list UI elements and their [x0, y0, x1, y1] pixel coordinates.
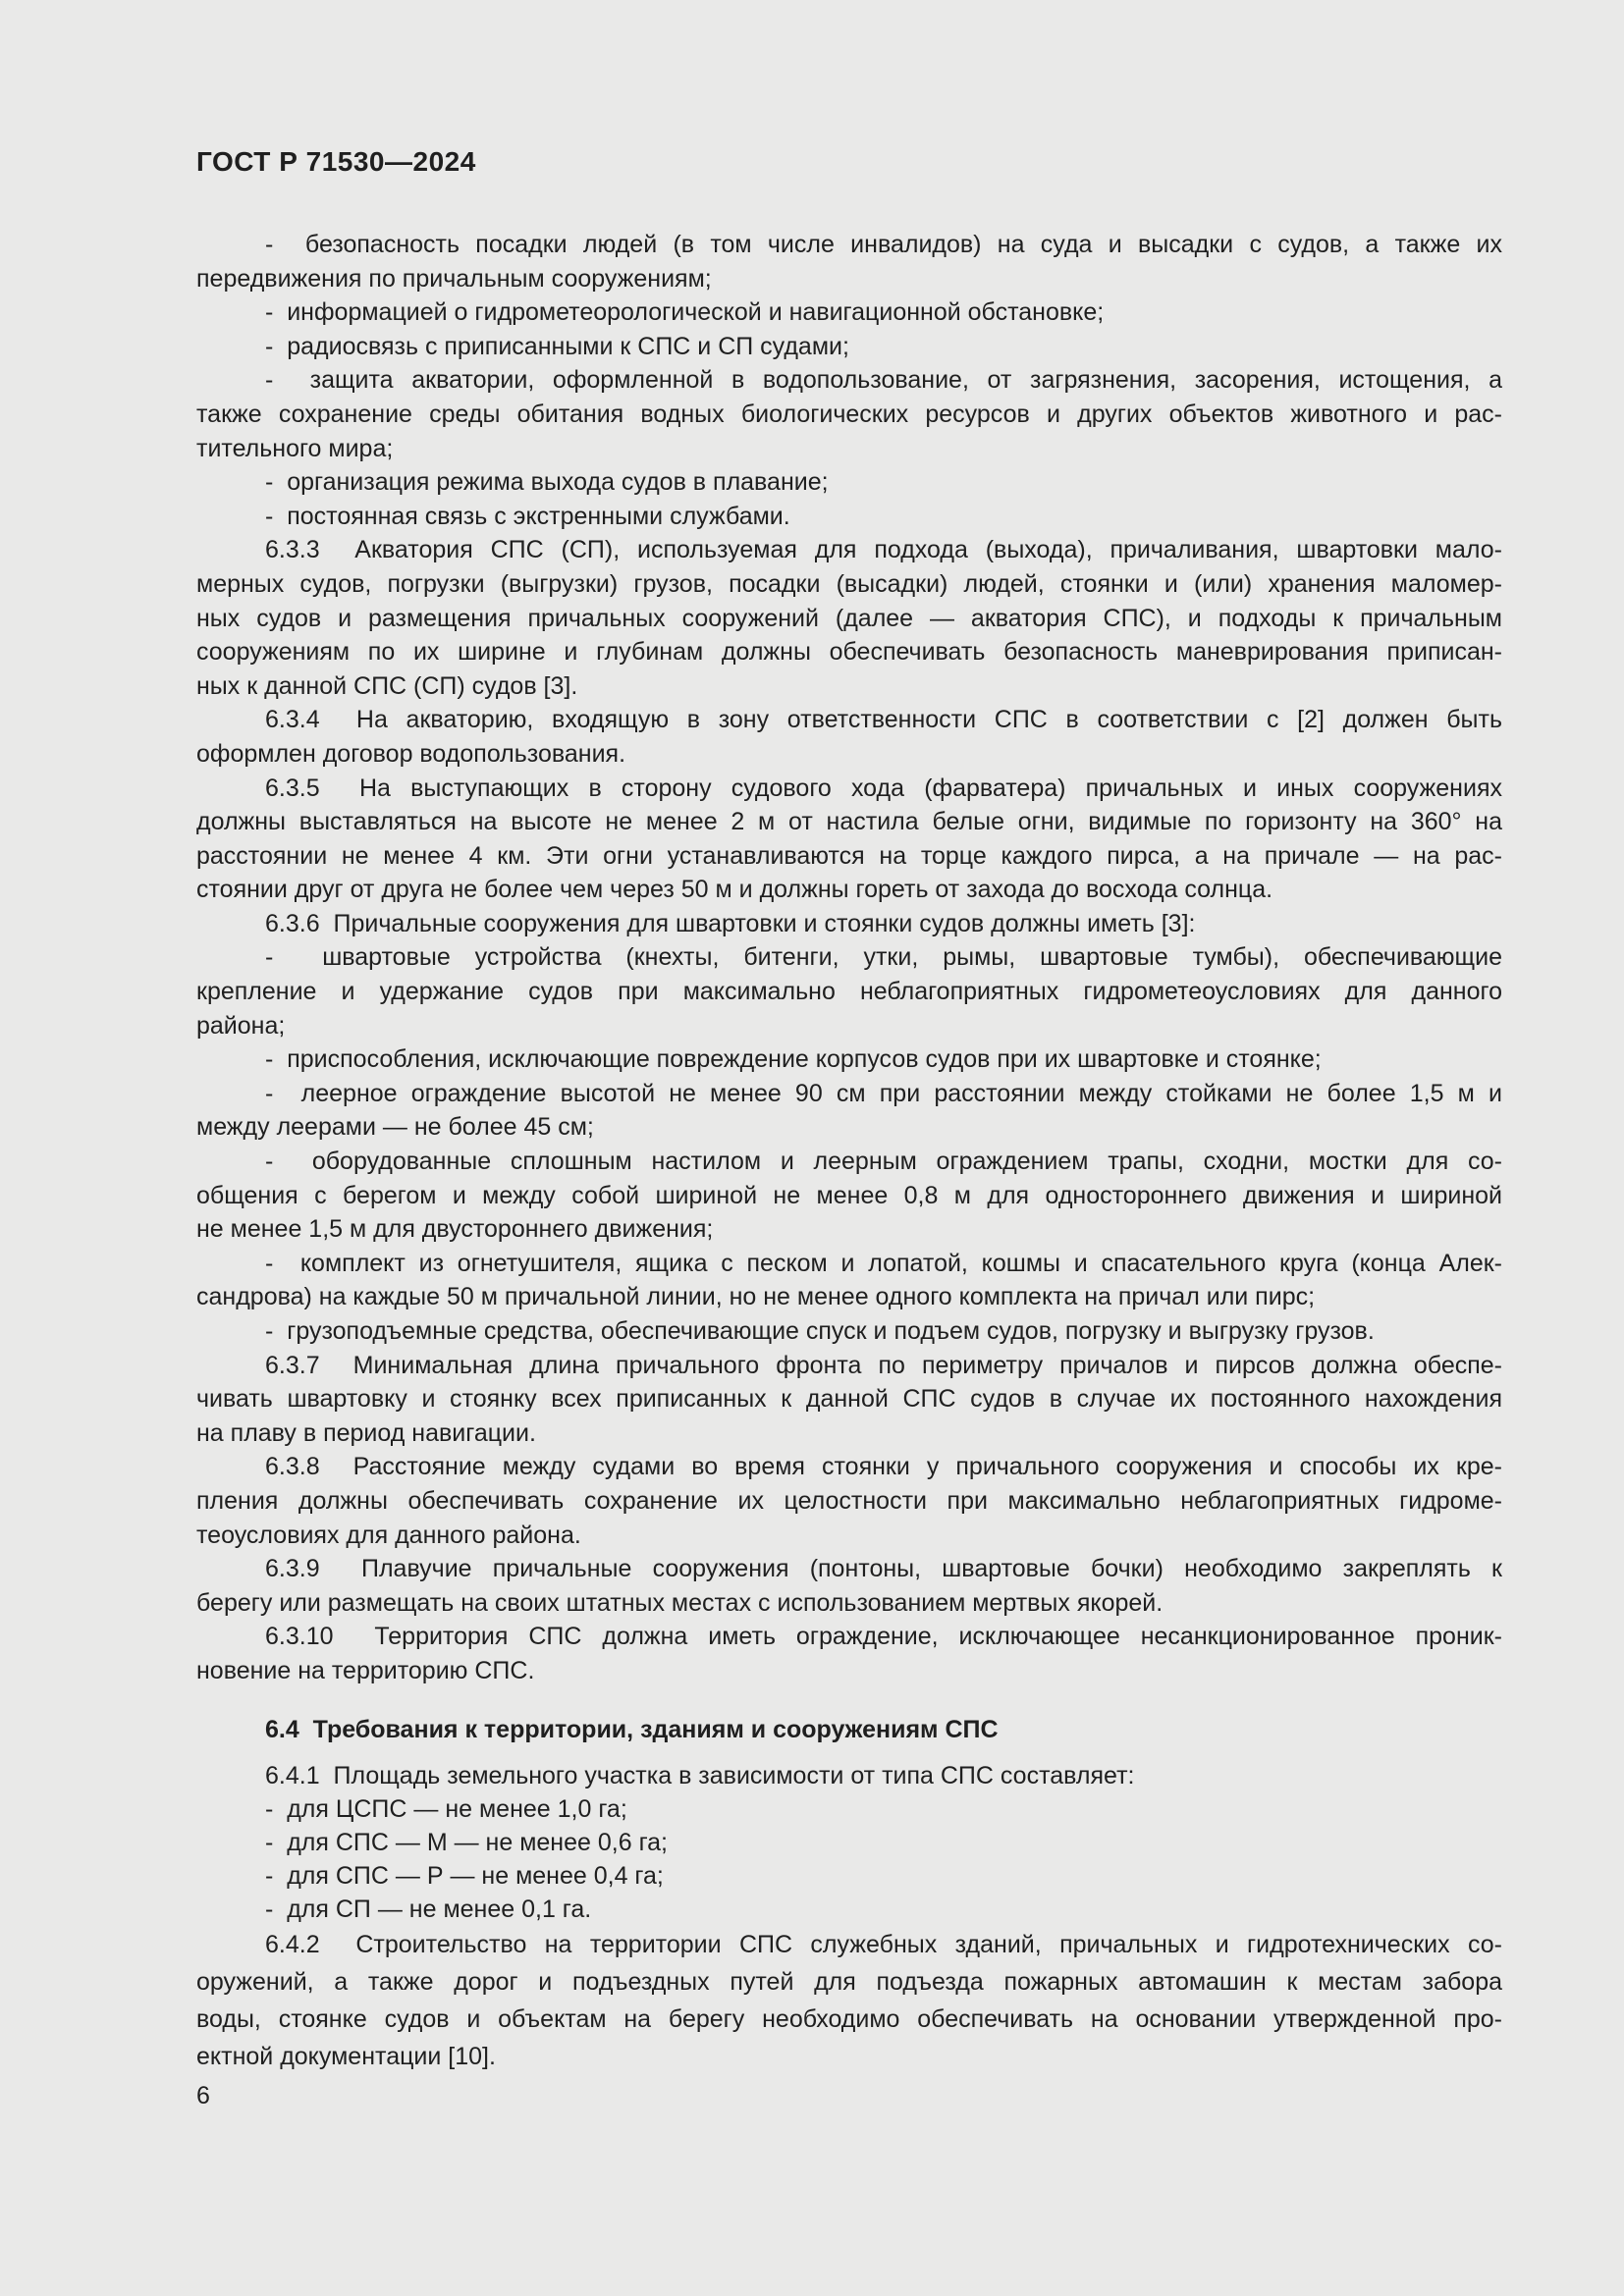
text-line: - леерное ограждение высотой не менее 90 см при расстоянии между стойками не более 1,5 м и [265, 1079, 1502, 1107]
text-line: стоянии друг от друга не более чем через 50 м и должны гореть от захода до восхода солнца. [196, 876, 1273, 904]
text-line: пления должны обеспечивать сохранение их целостности при максимально неблагоприятных гидроме- [196, 1486, 1502, 1515]
text-line: - швартовые устройства (кнехты, битенги, утки, рымы, швартовые тумбы), обеспечивающие [265, 943, 1502, 972]
paragraph [196, 940, 1502, 1042]
text-line: мерных судов, погрузки (выгрузки) грузов, посадки (высадки) людей, стоянки и (или) хранения маломер- [196, 569, 1502, 598]
paragraph [196, 1826, 1502, 1859]
text-line: - для СПС — Р — не менее 0,4 га; [265, 1861, 664, 1890]
text-line: - постоянная связь с экстренными службами. [265, 502, 790, 530]
text-line: теоусловиях для данного района. [196, 1521, 581, 1549]
text-line: 6.3.9 Плавучие причальные сооружения (понтоны, швартовые бочки) необходимо закреплять к [265, 1555, 1502, 1583]
text-line: 6.3.3 Акватория СПС (СП), используемая для подхода (выхода), причаливания, швартовки мало- [265, 536, 1502, 564]
text-line: - для ЦСПС — не менее 1,0 га; [265, 1794, 627, 1823]
paragraph [196, 295, 1502, 330]
text-line: ных судов и размещения причальных сооружений (далее — акватория СПС), и подходы к причальным [196, 604, 1502, 632]
text-line: ектной документации [10]. [196, 2042, 496, 2070]
paragraph [196, 1759, 1502, 1792]
text-line: сооружениям по их ширине и глубинам должны обеспечивать безопасность маневрирования приписан- [196, 638, 1502, 667]
paragraph [196, 1926, 1502, 2075]
page-number: 6 [196, 2081, 210, 2109]
text-line: - для СПС — М — не менее 0,6 га; [265, 1828, 668, 1856]
paragraph [196, 703, 1502, 771]
text-line: передвижения по причальным сооружениям; [196, 264, 712, 293]
text-line: - грузоподъемные средства, обеспечивающие спуск и подъем судов, погрузку и выгрузку грузов. [265, 1317, 1375, 1345]
paragraph [196, 330, 1502, 364]
paragraph [196, 1620, 1502, 1687]
document-header-gost-number: ГОСТ Р 71530—2024 [196, 146, 476, 177]
text-line: между леерами — не более 45 см; [196, 1113, 594, 1142]
text-line: 6.4.2 Строительство на территории СПС служебных зданий, причальных и гидротехнических со- [265, 1930, 1502, 1958]
paragraph [196, 1247, 1502, 1314]
text-line: также сохранение среды обитания водных биологических ресурсов и других объектов животного и рас- [196, 400, 1502, 428]
paragraph [196, 1893, 1502, 1926]
text-line: района; [196, 1011, 286, 1040]
paragraph [196, 1145, 1502, 1247]
document-body [196, 228, 1502, 2113]
paragraph [196, 1349, 1502, 1451]
paragraph [196, 228, 1502, 295]
paragraph [196, 1314, 1502, 1349]
section-6-4-heading: 6.4 Требования к территории, зданиям и сооружениям СПС [265, 1715, 999, 1743]
paragraph [196, 1450, 1502, 1552]
text-line: чивать швартовку и стоянку всех приписанных к данной СПС судов в случае их постоянного нахождения [196, 1385, 1502, 1414]
paragraph [196, 500, 1502, 534]
paragraph [196, 1859, 1502, 1893]
paragraph [196, 465, 1502, 500]
text-line: - защита акватории, оформленной в водопользование, от загрязнения, засорения, истощения, а [265, 366, 1502, 395]
text-line: - организация режима выхода судов в плавание; [265, 468, 829, 497]
paragraph [196, 533, 1502, 703]
text-line: не менее 1,5 м для двустороннего движения; [196, 1215, 714, 1244]
section-6-3-clauses [196, 228, 1502, 1688]
paragraph [196, 1792, 1502, 1826]
text-line: берегу или размещать на своих штатных местах с использованием мертвых якорей. [196, 1588, 1164, 1617]
text-line: тительного мира; [196, 434, 394, 462]
text-line: - радиосвязь с приписанными к СПС и СП судами; [265, 332, 849, 360]
text-line: оружений, а также дорог и подъездных путей для подъезда пожарных автомашин к местам забора [196, 1967, 1502, 1996]
text-line: - приспособления, исключающие повреждение корпусов судов при их швартовке и стоянке; [265, 1045, 1322, 1074]
text-line: должны выставляться на высоте не менее 2 м от настила белые огни, видимые по горизонту на 360° на [196, 808, 1502, 836]
text-line: - оборудованные сплошным настилом и леерным ограждением трапы, сходни, мостки для со- [265, 1148, 1502, 1176]
text-line: - для СП — не менее 0,1 га. [265, 1895, 592, 1923]
paragraph [196, 1077, 1502, 1145]
text-line: 6.4.1 Площадь земельного участка в зависимости от типа СПС составляет: [265, 1761, 1135, 1789]
section-6-4-2-paragraph [196, 1926, 1502, 2075]
text-line: 6.3.7 Минимальная длина причального фронта по периметру причалов и пирсов должна обеспе- [265, 1351, 1502, 1379]
paragraph [196, 1042, 1502, 1077]
text-line: крепление и удержание судов при максимально неблагоприятных гидрометеоусловиях для данного [196, 978, 1502, 1006]
text-line: воды, стоянке судов и объектам на берегу необходимо обеспечивать на основании утвержденной про- [196, 2004, 1502, 2033]
text-line: общения с берегом и между собой шириной не менее 0,8 м для одностороннего движения и шириной [196, 1181, 1502, 1209]
text-line: сандрова) на каждые 50 м причальной линии, но не менее одного комплекта на причал или пирс; [196, 1283, 1316, 1311]
paragraph [196, 772, 1502, 907]
text-line: 6.3.4 На акваторию, входящую в зону ответственности СПС в соответствии с [2] должен быть [265, 706, 1502, 734]
text-line: 6.3.8 Расстояние между судами во время стоянки у причального сооружения и способы их кре- [265, 1453, 1502, 1481]
text-line: - безопасность посадки людей (в том числе инвалидов) на суда и высадки с судов, а также их [265, 231, 1502, 258]
text-line: оформлен договор водопользования. [196, 739, 626, 768]
text-line: - комплект из огнетушителя, ящика с песком и лопатой, кошмы и спасательного круга (конца Алек- [265, 1249, 1502, 1277]
text-line: 6.3.5 На выступающих в сторону судового хода (фарватера) причальных и иных сооружениях [265, 774, 1502, 802]
paragraph [196, 907, 1502, 941]
text-line: на плаву в период навигации. [196, 1418, 536, 1447]
paragraph [196, 363, 1502, 465]
paragraph [196, 1552, 1502, 1620]
text-line: 6.3.10 Территория СПС должна иметь ограждение, исключающее несанкционированное проник- [265, 1623, 1502, 1651]
text-line: 6.3.6 Причальные сооружения для швартовки и стоянки судов должны иметь [3]: [265, 909, 1196, 937]
text-line: - информацией о гидрометеорологической и навигационной обстановке; [265, 298, 1105, 327]
text-line: расстоянии не менее 4 км. Эти огни устанавливаются на торце каждого пирса, а на причале — на рас- [196, 841, 1502, 870]
text-line: новение на территорию СПС. [196, 1656, 535, 1684]
section-6-4-1-list [196, 1759, 1502, 1926]
text-line: ных к данной СПС (СП) судов [3]. [196, 671, 578, 700]
